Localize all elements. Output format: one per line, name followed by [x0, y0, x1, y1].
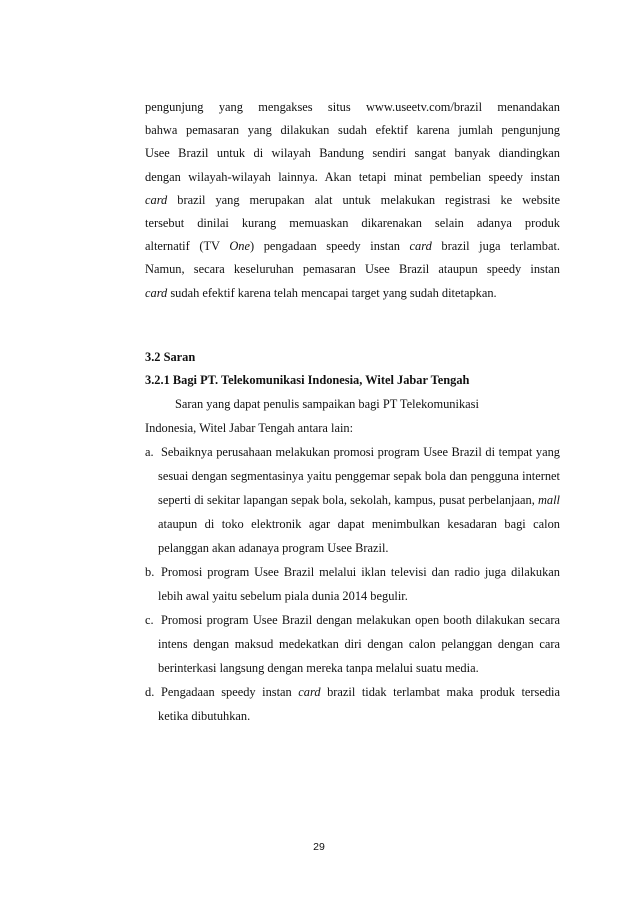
list-item: [145, 608, 560, 680]
list-item-text: Promosi program Usee Brazil melalui iklan televisi dan radio juga dilakukan lebih awal yaitu sebelum piala dunia 2014 begulir.: [158, 565, 560, 603]
page-number: 29: [313, 841, 325, 853]
list-item: [145, 440, 560, 560]
italic-term: card: [145, 192, 168, 207]
paragraph-line: bahwa pemasaran yang dilakukan sudah efektif karena jumlah pengunjung: [145, 123, 560, 138]
paragraph-line: card brazil yang merupakan alat untuk melakukan registrasi ke website: [145, 192, 560, 207]
list-marker: c.: [145, 613, 154, 627]
italic-term: One: [229, 239, 250, 254]
paragraph-line: card sudah efektif karena telah mencapai target yang sudah ditetapkan.: [145, 285, 497, 300]
italic-term: card: [145, 285, 168, 300]
subsection-heading: 3.2.1 Bagi PT. Telekomunikasi Indonesia, Witel Jabar Tengah: [145, 373, 470, 387]
list-item: [145, 680, 560, 728]
paragraph-line: pengunjung yang mengakses situs www.useetv.com/brazil menandakan: [145, 100, 560, 114]
paragraph-line: tersebut dinilai kurang memuaskan dikarenakan selain adanya produk: [145, 216, 560, 231]
paragraph-line: Namun, secara keseluruhan pemasaran Usee Brazil ataupun speedy instan: [145, 262, 560, 277]
italic-term: card: [298, 685, 321, 699]
body-paragraph: [145, 96, 560, 305]
italic-term: mall: [537, 493, 560, 507]
subsection-intro: [145, 392, 560, 440]
paragraph-line: alternatif (TV One) pengadaan speedy instan card brazil juga terlambat.: [145, 239, 561, 254]
intro-line: Indonesia, Witel Jabar Tengah antara lain:: [145, 421, 354, 435]
list-item: [145, 560, 560, 608]
section-heading: 3.2 Saran: [145, 350, 196, 364]
list-marker: b.: [145, 565, 155, 579]
list-item-text: Sebaiknya perusahaan melakukan promosi program Usee Brazil di tempat yang sesuai dengan segmentasinya yaitu penggemar sepak bola dan pengguna internet seperti di sekitar lapangan sepak bola, sekolah, kampus, pusat perbelanjaan, mall ataupun di toko elektronik agar dapat menimbulkan kesadaran bagi calon pelanggan akan adanaya program Usee Brazil.: [158, 445, 560, 555]
list-item-text: Pengadaan speedy instan card brazil tidak terlambat maka produk tersedia ketika dibutuhkan.: [158, 685, 560, 723]
list-marker: d.: [145, 685, 155, 699]
recommendation-list: [145, 440, 560, 728]
intro-line: Saran yang dapat penulis sampaikan bagi PT Telekomunikasi: [175, 397, 479, 411]
italic-term: card: [409, 239, 432, 254]
list-marker: a.: [145, 445, 154, 459]
paragraph-line: Usee Brazil untuk di wilayah Bandung sendiri sangat banyak diandingkan: [145, 146, 560, 161]
paragraph-line: dengan wilayah-wilayah lainnya. Akan tetapi minat pembelian speedy instan: [145, 169, 560, 184]
list-item-text: Promosi program Usee Brazil dengan melakukan open booth dilakukan secara intens dengan maksud medekatkan diri dengan calon pelanggan dengan cara berinterkasi langsung dengan mereka tanpa melalui suatu media.: [158, 613, 560, 675]
